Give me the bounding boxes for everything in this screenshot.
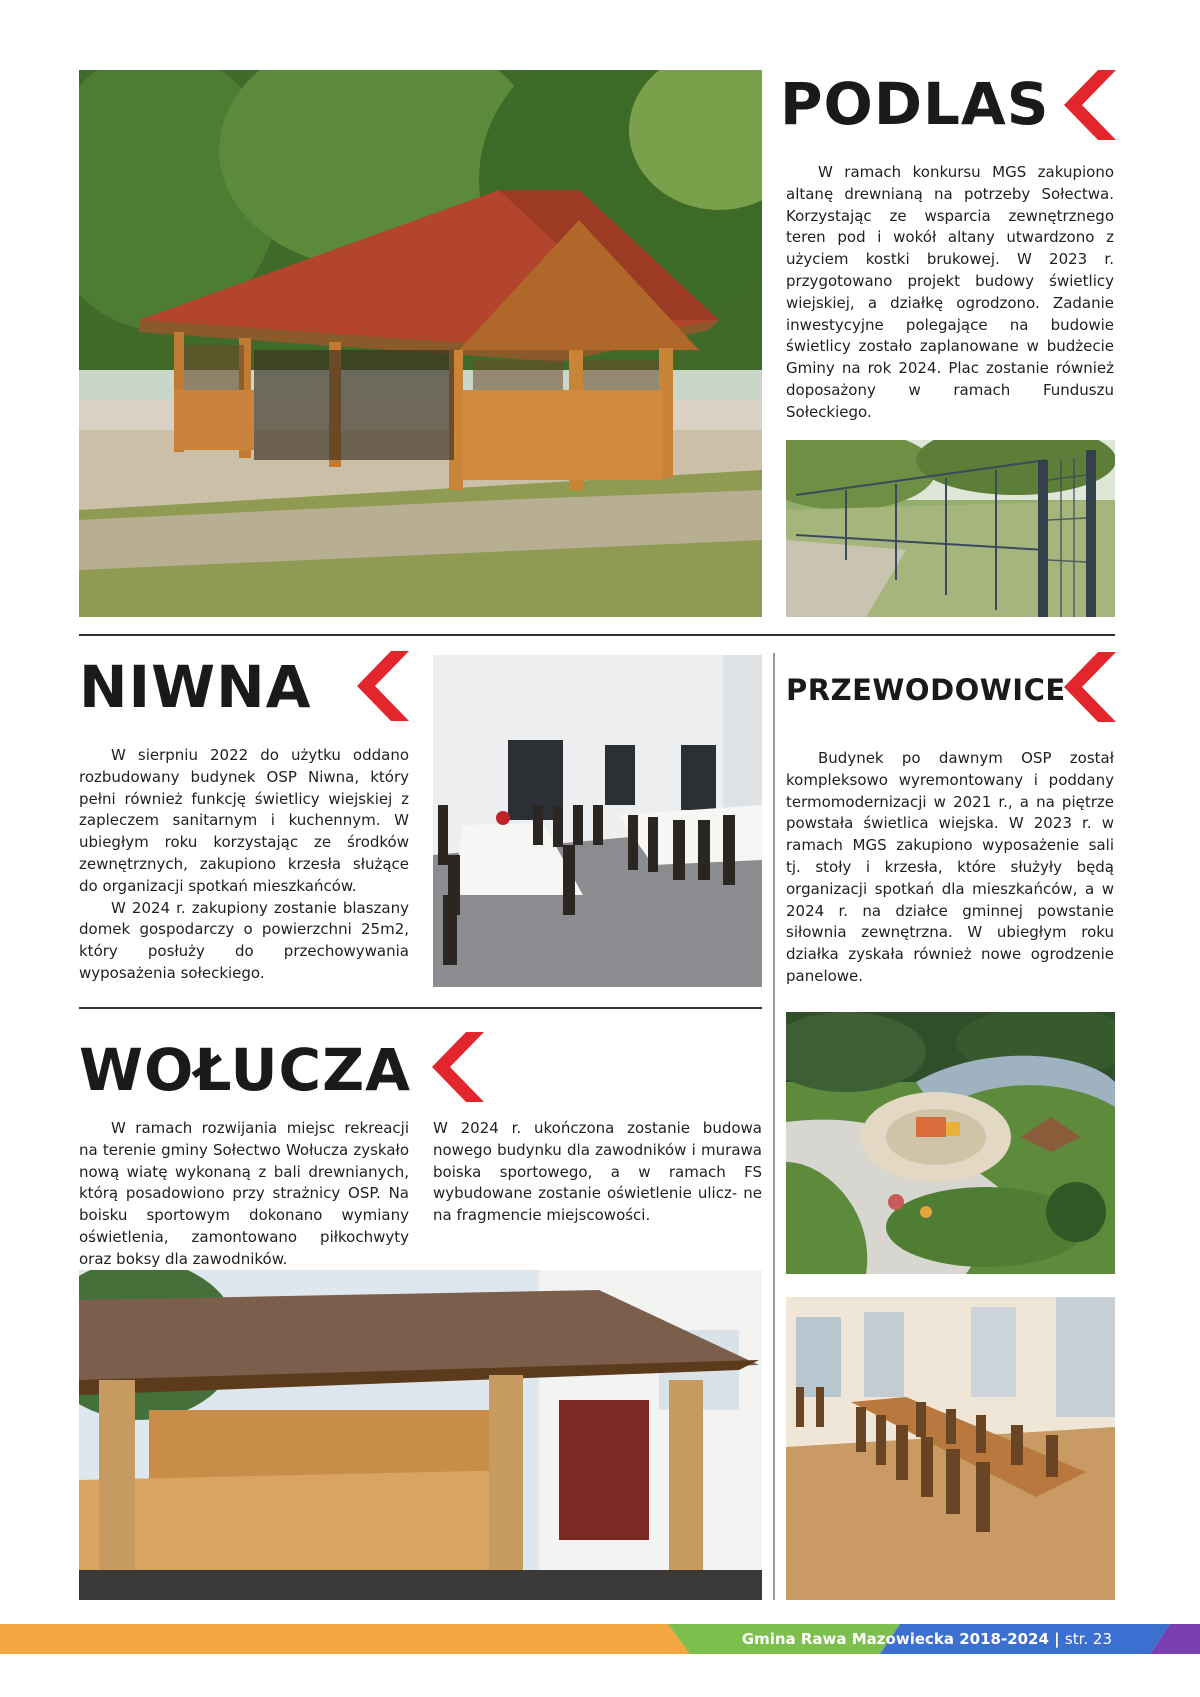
photo-podlas-gazebo	[79, 70, 762, 617]
chevron-left-icon	[432, 1032, 484, 1102]
section-divider	[79, 1007, 762, 1009]
section-text-przewodowice	[786, 748, 1114, 988]
chevron-left-icon	[1064, 70, 1116, 140]
footer-title: Gmina Rawa Mazowiecka 2018-2024	[741, 1630, 1049, 1648]
section-text-niwna	[79, 745, 409, 985]
paragraph: W ramach konkursu MGS zakupiono altanę drewnianą na potrzeby Sołectwa. Korzystając ze wsparcia zewnętrznego teren pod i wokół altany utwardzono z użyciem kostki brukowej. W 2023 r. przygotowano projekt budowy świetlicy wiejskiej, a działkę ogrodzono. Zadanie inwestycyjne polegające na budowie świetlicy zostało zaplanowane w budżecie Gminy na rok 2024. Plac zostanie również doposażony w ramach Funduszu Sołeckiego.	[786, 163, 1114, 421]
section-title-podlas: PODLAS	[780, 70, 1050, 138]
photo-wolucza-shelter	[79, 1270, 762, 1600]
page-number: str. 23	[1064, 1630, 1112, 1648]
paragraph: W 2024 r. ukończona zostanie budowa nowego budynku dla zawodników i murawa boiska sportowego, a w ramach FS wybudowane zostanie oświetlenie ulicz- ne na fragmencie miejscowości.	[433, 1119, 762, 1225]
section-divider	[79, 634, 1115, 636]
photo-przewodowice-hall	[786, 1297, 1115, 1600]
photo-podlas-fence	[786, 440, 1115, 617]
section-text-podlas	[786, 162, 1114, 424]
column-divider	[773, 653, 775, 1600]
paragraph: W sierpniu 2022 do użytku oddano rozbudowany budynek OSP Niwna, który pełni również funkcję świetlicy wiejskiej z zapleczem sanitarnym i kuchennym. W ubiegłym roku korzystając ze środków zewnętrznych, zakupiono krzesła służące do organizacji spotkań mieszkańców.	[79, 746, 409, 895]
footer-separator: |	[1054, 1630, 1060, 1648]
footer-caption	[742, 1627, 1112, 1651]
section-text-wolucza-col1	[79, 1118, 409, 1271]
paragraph: Budynek po dawnym OSP został kompleksowo wyremontowany i poddany termomodernizacji w 2021 r., a na piętrze powstała świetlica wiejska. W 2023 r. w ramach MGS zakupiono wyposażenie sali tj. stoły i krzesła, które służyły będą organizacji spotkań dla mieszkańców, a w 2024 r. na działce gminnej powstanie siłownia zewnętrzna. W ubiegłym roku działka zyskała również nowe ogrodzenie panelowe.	[786, 749, 1114, 985]
section-text-wolucza-col2	[433, 1118, 762, 1227]
photo-niwna-hall	[433, 655, 762, 987]
photo-przewodowice-rendering	[786, 1012, 1115, 1274]
paragraph: W 2024 r. zakupiony zostanie blaszany domek gospodarczy o powierzchni 25m2, który posłuży do przechowywania wyposażenia sołeckiego.	[79, 898, 409, 982]
chevron-left-icon	[1064, 652, 1116, 722]
chevron-left-icon	[357, 651, 409, 721]
paragraph: W ramach rozwijania miejsc rekreacji na terenie gminy Sołectwo Wołucza zyskało nową wiatę wykonaną z bali drewnianych, którą posadowiono przy strażnicy OSP. Na boisku sportowym dokonano wymiany oświetlenia, zamontowano piłkochwyty oraz boksy dla zawodników.	[79, 1119, 409, 1268]
section-title-wolucza: WOŁUCZA	[79, 1036, 412, 1104]
section-title-przewodowice: PRZEWODOWICE	[786, 673, 1066, 707]
section-title-niwna: NIWNA	[79, 653, 312, 721]
